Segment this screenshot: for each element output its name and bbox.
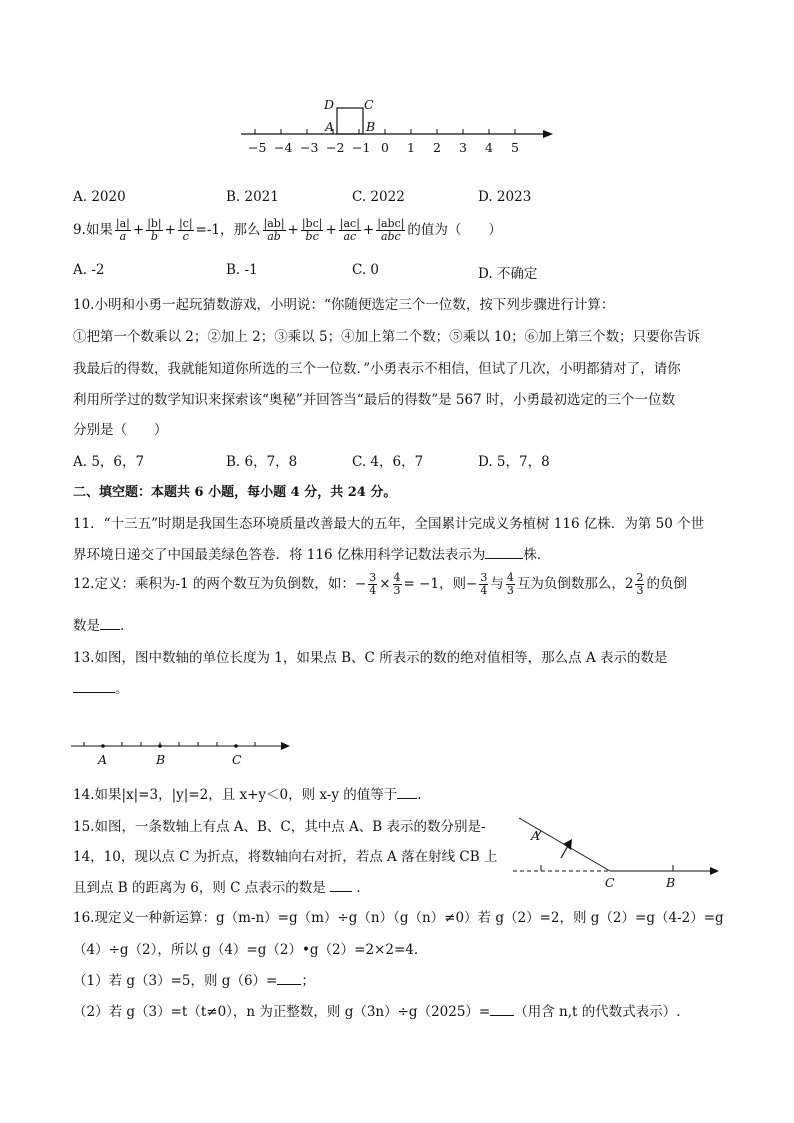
folded-number-line-figure xyxy=(505,810,725,892)
q13-line-1: 13.如图，图中数轴的单位长度为 1，如果点 B、C 所表示的数的绝对值相等，那么点 A 表示的数是 xyxy=(73,650,668,666)
answer-blank xyxy=(490,1003,514,1016)
tick-label: 1 xyxy=(407,140,415,155)
tick-label: 4 xyxy=(485,140,493,155)
q16-line-4: （2）若 g（3）=t（t≠0），n 为正整数，则 g（3n）÷g（2025）= （用含 n,t 的代数式表示）. xyxy=(73,1004,681,1020)
q15-line-3: 且到点 B 的距离为 6，则 C 点表示的数是 . xyxy=(73,880,361,896)
point-label-a: A xyxy=(98,752,108,767)
q12-line-2: 数是 . xyxy=(73,618,125,634)
number-line-figure-q8 xyxy=(235,92,565,160)
point-label-b: B xyxy=(666,875,676,890)
point-label-c: C xyxy=(232,752,242,767)
tick-label: −4 xyxy=(274,140,293,155)
answer-blank xyxy=(277,972,301,985)
q9-option-a: A. -2 xyxy=(73,262,105,278)
q16-line-1: 16.现定义一种新运算：g（m-n）=g（m）÷g（n）（g（n）≠0）若 g（2）=2，则 g（2）=g（4-2）=g xyxy=(73,910,724,926)
tick-label: 2 xyxy=(433,140,441,155)
point-label-a: A xyxy=(531,828,541,843)
q9-option-d: D. 不确定 xyxy=(478,266,538,282)
q10-option-b: B. 6，7，8 xyxy=(226,454,298,470)
q8-option-d: D. 2023 xyxy=(478,189,532,205)
answer-blank xyxy=(73,680,115,693)
point-label-c: C xyxy=(364,97,374,112)
q9-option-c: C. 0 xyxy=(352,262,380,278)
point-label-a: A xyxy=(325,119,335,134)
tick-label: −3 xyxy=(300,140,319,155)
answer-blank xyxy=(330,879,352,892)
q10-line-1: 10.小明和小勇一起玩猜数游戏，小明说：“你随便选定三个一位数，按下列步骤进行计算： xyxy=(73,297,615,313)
q10-line-2: ①把第一个数乘以 2；②加上 2；③乘以 5；④加上第二个数；⑤乘以 10；⑥加上第三个数；只要你告诉 xyxy=(73,329,701,345)
q11-line-1: 11．“十三五”时期是我国生态环境质量改善最大的五年，全国累计完成义务植树 116 亿株．为第 50 个世 xyxy=(73,516,705,532)
point-label-b: B xyxy=(156,752,166,767)
tick-label: −1 xyxy=(352,140,371,155)
q8-option-b: B. 2021 xyxy=(226,189,279,205)
tick-label: 5 xyxy=(511,140,519,155)
q13-line-2: 。 xyxy=(73,677,129,697)
point-label-c: C xyxy=(605,875,615,890)
answer-blank xyxy=(485,546,523,559)
q12-line-1: 12.定义：乘积为-1 的两个数互为负倒数，如：− $\frac{3}{4}$ × $\frac{4}{3}$ = −1，则− $\frac{3}{4}$ 与 $\frac{4}{3}$ 互为负倒数那么，2 $\frac{2}{3}$ 的负倒 xyxy=(73,571,687,597)
q10-line-4: 利用所学过的数学知识来探索该“奥秘”并回答当“最后的得数”是 567 时，小勇最初选定的三个一位数 xyxy=(73,392,675,408)
q11-line-2: 界环境日递交了中国最美绿色答卷．将 116 亿株用科学记数法表示为 株． xyxy=(73,547,551,563)
tick-label: 0 xyxy=(381,140,389,155)
q10-option-d: D. 5，7，8 xyxy=(478,454,550,470)
q10-line-3: 我最后的得数，我就能知道你所选的三个一位数．”小勇表示不相信，但试了几次，小明都猜对了，请你 xyxy=(73,361,681,377)
q14-line: 14.如果|x|=3，|y|=2，且 x+y＜0，则 x-y 的值等于 . xyxy=(73,787,422,803)
answer-blank xyxy=(397,786,417,799)
q15-line-2: 14，10，现以点 C 为折点，将数轴向右对折，若点 A 落在射线 CB 上 xyxy=(73,849,498,865)
q9-option-b: B. -1 xyxy=(226,262,258,278)
tick-label: 3 xyxy=(459,140,467,155)
number-line-figure-q13 xyxy=(68,736,298,768)
section-heading: 二、填空题：本题共 6 小题，每小题 4 分，共 24 分。 xyxy=(73,485,397,500)
q10-line-5: 分别是（ ） xyxy=(73,422,168,438)
q9-stem: 9.如果 $\frac{|a|}{a}$ + $\frac{|b|}{b}$ + $\frac{|c|}{c}$ =-1，那么 $\frac{|ab|}{ab}$ + $\frac{|bc|}{bc}$ + $\frac{|ac|}{ac}$ + $\frac{\text{|abc|}}{\text{abc}}$ 的值为（ ） xyxy=(73,217,502,243)
point-label-b: B xyxy=(366,119,376,134)
q15-line-1: 15.如图，一条数轴上有点 A、B、C，其中点 A、B 表示的数分别是- xyxy=(73,819,486,835)
q10-option-c: C. 4，6，7 xyxy=(352,454,424,470)
answer-blank xyxy=(100,617,120,630)
point-label-d: D xyxy=(324,97,335,112)
q8-option-c: C. 2022 xyxy=(352,189,405,205)
q8-option-a: A. 2020 xyxy=(73,189,126,205)
q16-line-3: （1）若 g（3）=5，则 g（6）= ； xyxy=(73,973,315,989)
tick-label: −2 xyxy=(326,140,345,155)
tick-label: −5 xyxy=(248,140,267,155)
q16-line-2: （4）÷g（2），所以 g（4）=g（2）•g（2）=2×2=4. xyxy=(73,942,419,958)
q10-option-a: A. 5，6，7 xyxy=(73,454,145,470)
